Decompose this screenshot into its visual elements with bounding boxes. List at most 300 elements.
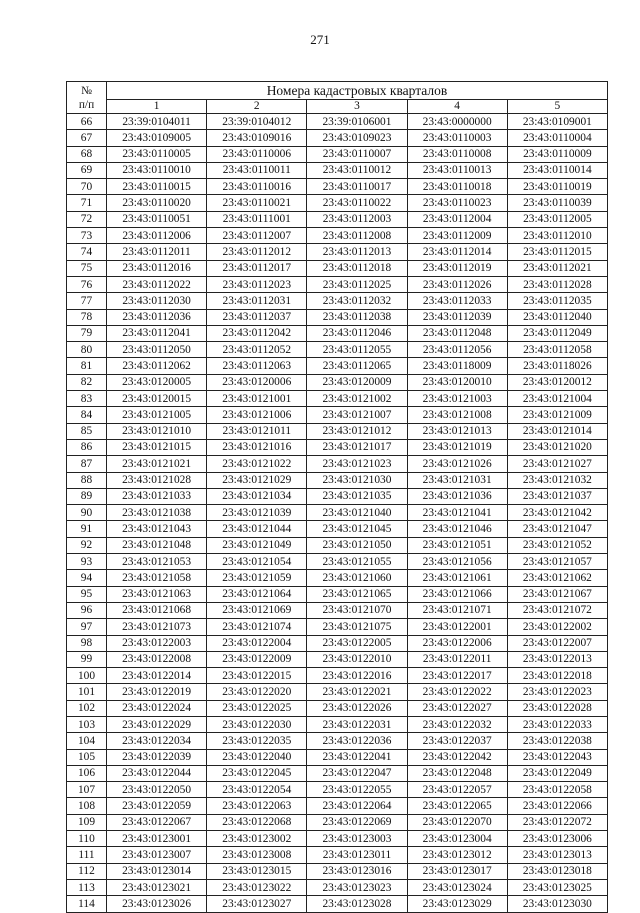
row-number-cell: 71 bbox=[67, 195, 107, 211]
cadastral-number-cell: 23:43:0110010 bbox=[107, 162, 207, 178]
cadastral-number-cell: 23:43:0122009 bbox=[207, 651, 307, 667]
cadastral-number-cell: 23:43:0121056 bbox=[407, 554, 507, 570]
table-row bbox=[67, 733, 608, 749]
cadastral-number-cell: 23:43:0122030 bbox=[207, 716, 307, 732]
row-number-cell: 80 bbox=[67, 342, 107, 358]
cadastral-number-cell: 23:43:0123011 bbox=[307, 847, 407, 863]
cadastral-number-cell: 23:43:0112022 bbox=[107, 276, 207, 292]
cadastral-number-cell: 23:43:0123021 bbox=[107, 879, 207, 895]
cadastral-number-cell: 23:43:0122064 bbox=[307, 798, 407, 814]
cadastral-number-cell: 23:43:0120005 bbox=[107, 374, 207, 390]
cadastral-number-cell: 23:43:0110012 bbox=[307, 162, 407, 178]
table-row bbox=[67, 505, 608, 521]
cadastral-number-cell: 23:43:0123006 bbox=[507, 831, 607, 847]
cadastral-number-cell: 23:43:0110019 bbox=[507, 179, 607, 195]
cadastral-number-cell: 23:43:0109023 bbox=[307, 130, 407, 146]
cadastral-number-cell: 23:43:0110003 bbox=[407, 130, 507, 146]
table-row bbox=[67, 586, 608, 602]
cadastral-number-cell: 23:43:0112031 bbox=[207, 293, 307, 309]
cadastral-number-cell: 23:43:0112036 bbox=[107, 309, 207, 325]
cadastral-number-cell: 23:43:0121033 bbox=[107, 488, 207, 504]
row-number-cell: 105 bbox=[67, 749, 107, 765]
cadastral-number-cell: 23:43:0110006 bbox=[207, 146, 307, 162]
cadastral-number-cell: 23:43:0118026 bbox=[507, 358, 607, 374]
column-number-row bbox=[67, 100, 608, 114]
cadastral-number-cell: 23:43:0123024 bbox=[407, 879, 507, 895]
cadastral-number-cell: 23:43:0112039 bbox=[407, 309, 507, 325]
cadastral-number-cell: 23:43:0122005 bbox=[307, 635, 407, 651]
row-number-cell: 90 bbox=[67, 505, 107, 521]
cadastral-number-cell: 23:43:0121048 bbox=[107, 537, 207, 553]
cadastral-number-cell: 23:43:0122054 bbox=[207, 782, 307, 798]
table-row bbox=[67, 684, 608, 700]
cadastral-number-cell: 23:43:0112037 bbox=[207, 309, 307, 325]
table-row bbox=[67, 537, 608, 553]
cadastral-number-cell: 23:43:0121068 bbox=[107, 602, 207, 618]
cadastral-number-cell: 23:43:0121008 bbox=[407, 407, 507, 423]
row-number-cell: 86 bbox=[67, 439, 107, 455]
cadastral-number-cell: 23:43:0121060 bbox=[307, 570, 407, 586]
row-number-cell: 74 bbox=[67, 244, 107, 260]
row-number-cell: 72 bbox=[67, 211, 107, 227]
cadastral-number-cell: 23:43:0122055 bbox=[307, 782, 407, 798]
cadastral-number-cell: 23:43:0110023 bbox=[407, 195, 507, 211]
cadastral-number-cell: 23:43:0122003 bbox=[107, 635, 207, 651]
page-number: 271 bbox=[310, 32, 330, 47]
cadastral-number-cell: 23:43:0112058 bbox=[507, 342, 607, 358]
cadastral-number-cell: 23:43:0121014 bbox=[507, 423, 607, 439]
table-row bbox=[67, 211, 608, 227]
cadastral-number-cell: 23:43:0112004 bbox=[407, 211, 507, 227]
cadastral-number-cell: 23:43:0123028 bbox=[307, 896, 407, 912]
cadastral-number-cell: 23:43:0110016 bbox=[207, 179, 307, 195]
table-row bbox=[67, 309, 608, 325]
cadastral-number-cell: 23:43:0121019 bbox=[407, 439, 507, 455]
table-row bbox=[67, 391, 608, 407]
cadastral-number-cell: 23:43:0122013 bbox=[507, 651, 607, 667]
cadastral-number-cell: 23:43:0123016 bbox=[307, 863, 407, 879]
row-number-cell: 102 bbox=[67, 700, 107, 716]
row-number-cell: 88 bbox=[67, 472, 107, 488]
row-number-cell: 69 bbox=[67, 162, 107, 178]
cadastral-number-cell: 23:43:0123002 bbox=[207, 831, 307, 847]
cadastral-number-cell: 23:43:0122038 bbox=[507, 733, 607, 749]
cadastral-number-cell: 23:43:0112048 bbox=[407, 325, 507, 341]
cadastral-number-cell: 23:43:0110009 bbox=[507, 146, 607, 162]
table-row bbox=[67, 374, 608, 390]
cadastral-number-cell: 23:43:0121038 bbox=[107, 505, 207, 521]
column-number-header: 2 bbox=[207, 100, 307, 114]
row-number-cell: 87 bbox=[67, 456, 107, 472]
cadastral-number-cell: 23:43:0122069 bbox=[307, 814, 407, 830]
cadastral-number-cell: 23:43:0121029 bbox=[207, 472, 307, 488]
cadastral-number-cell: 23:43:0110014 bbox=[507, 162, 607, 178]
cadastral-number-cell: 23:43:0109016 bbox=[207, 130, 307, 146]
column-number-header: 4 bbox=[407, 100, 507, 114]
cadastral-number-cell: 23:43:0121062 bbox=[507, 570, 607, 586]
row-number-cell: 68 bbox=[67, 146, 107, 162]
cadastral-number-cell: 23:43:0122006 bbox=[407, 635, 507, 651]
cadastral-number-cell: 23:43:0112028 bbox=[507, 276, 607, 292]
row-number-cell: 92 bbox=[67, 537, 107, 553]
cadastral-number-cell: 23:43:0123001 bbox=[107, 831, 207, 847]
cadastral-number-cell: 23:43:0121057 bbox=[507, 554, 607, 570]
row-number-cell: 82 bbox=[67, 374, 107, 390]
cadastral-number-cell: 23:43:0112042 bbox=[207, 325, 307, 341]
cadastral-number-cell: 23:43:0122063 bbox=[207, 798, 307, 814]
cadastral-number-cell: 23:43:0112038 bbox=[307, 309, 407, 325]
table-header bbox=[67, 82, 608, 114]
table-row bbox=[67, 521, 608, 537]
cadastral-number-cell: 23:43:0122023 bbox=[507, 684, 607, 700]
cadastral-number-cell: 23:43:0112046 bbox=[307, 325, 407, 341]
row-number-cell: 97 bbox=[67, 619, 107, 635]
row-number-cell: 94 bbox=[67, 570, 107, 586]
cadastral-number-cell: 23:43:0121064 bbox=[207, 586, 307, 602]
cadastral-number-cell: 23:43:0121065 bbox=[307, 586, 407, 602]
table-row bbox=[67, 358, 608, 374]
cadastral-quarters-table bbox=[66, 81, 608, 913]
cadastral-number-cell: 23:43:0110013 bbox=[407, 162, 507, 178]
cadastral-number-cell: 23:43:0121013 bbox=[407, 423, 507, 439]
table-row bbox=[67, 554, 608, 570]
cadastral-number-cell: 23:43:0112026 bbox=[407, 276, 507, 292]
row-number-cell: 111 bbox=[67, 847, 107, 863]
cadastral-number-cell: 23:43:0121069 bbox=[207, 602, 307, 618]
cadastral-number-cell: 23:43:0122034 bbox=[107, 733, 207, 749]
row-number-cell: 107 bbox=[67, 782, 107, 798]
cadastral-number-cell: 23:43:0112056 bbox=[407, 342, 507, 358]
cadastral-number-cell: 23:43:0121032 bbox=[507, 472, 607, 488]
cadastral-number-cell: 23:43:0122048 bbox=[407, 765, 507, 781]
cadastral-number-cell: 23:43:0121016 bbox=[207, 439, 307, 455]
cadastral-number-cell: 23:43:0121037 bbox=[507, 488, 607, 504]
table-row bbox=[67, 130, 608, 146]
cadastral-number-cell: 23:43:0112003 bbox=[307, 211, 407, 227]
cadastral-number-cell: 23:39:0104012 bbox=[207, 114, 307, 130]
cadastral-number-cell: 23:43:0122026 bbox=[307, 700, 407, 716]
cadastral-number-cell: 23:43:0121031 bbox=[407, 472, 507, 488]
cadastral-number-cell: 23:43:0121012 bbox=[307, 423, 407, 439]
cadastral-number-cell: 23:43:0112023 bbox=[207, 276, 307, 292]
cadastral-number-cell: 23:43:0112050 bbox=[107, 342, 207, 358]
row-number-cell: 93 bbox=[67, 554, 107, 570]
cadastral-number-cell: 23:43:0121041 bbox=[407, 505, 507, 521]
cadastral-number-cell: 23:43:0123023 bbox=[307, 879, 407, 895]
cadastral-number-cell: 23:43:0120009 bbox=[307, 374, 407, 390]
cadastral-number-cell: 23:43:0110022 bbox=[307, 195, 407, 211]
cadastral-number-cell: 23:43:0122011 bbox=[407, 651, 507, 667]
cadastral-number-cell: 23:43:0122014 bbox=[107, 668, 207, 684]
cadastral-number-cell: 23:43:0121022 bbox=[207, 456, 307, 472]
cadastral-number-cell: 23:43:0123029 bbox=[407, 896, 507, 912]
cadastral-number-cell: 23:43:0122018 bbox=[507, 668, 607, 684]
cadastral-number-cell: 23:43:0122042 bbox=[407, 749, 507, 765]
cadastral-number-cell: 23:43:0121051 bbox=[407, 537, 507, 553]
cadastral-number-cell: 23:43:0112065 bbox=[307, 358, 407, 374]
cadastral-number-cell: 23:43:0112055 bbox=[307, 342, 407, 358]
cadastral-number-cell: 23:43:0122057 bbox=[407, 782, 507, 798]
cadastral-number-cell: 23:43:0122067 bbox=[107, 814, 207, 830]
cadastral-number-cell: 23:43:0122002 bbox=[507, 619, 607, 635]
row-number-cell: 106 bbox=[67, 765, 107, 781]
cadastral-number-cell: 23:43:0121073 bbox=[107, 619, 207, 635]
cadastral-number-cell: 23:43:0121044 bbox=[207, 521, 307, 537]
row-number-cell: 98 bbox=[67, 635, 107, 651]
cadastral-number-cell: 23:43:0121020 bbox=[507, 439, 607, 455]
row-number-cell: 81 bbox=[67, 358, 107, 374]
cadastral-number-cell: 23:43:0122001 bbox=[407, 619, 507, 635]
row-number-cell: 85 bbox=[67, 423, 107, 439]
table-row bbox=[67, 162, 608, 178]
cadastral-number-cell: 23:43:0122047 bbox=[307, 765, 407, 781]
row-number-cell: 84 bbox=[67, 407, 107, 423]
cadastral-number-cell: 23:43:0121011 bbox=[207, 423, 307, 439]
cadastral-number-cell: 23:43:0121027 bbox=[507, 456, 607, 472]
cadastral-number-cell: 23:43:0123013 bbox=[507, 847, 607, 863]
cadastral-number-cell: 23:43:0112030 bbox=[107, 293, 207, 309]
cadastral-number-cell: 23:43:0110017 bbox=[307, 179, 407, 195]
cadastral-number-cell: 23:43:0121050 bbox=[307, 537, 407, 553]
cadastral-number-cell: 23:43:0120010 bbox=[407, 374, 507, 390]
table-row bbox=[67, 342, 608, 358]
cadastral-number-cell: 23:43:0121052 bbox=[507, 537, 607, 553]
cadastral-number-cell: 23:43:0122043 bbox=[507, 749, 607, 765]
cadastral-number-cell: 23:43:0112008 bbox=[307, 228, 407, 244]
cadastral-number-cell: 23:43:0122037 bbox=[407, 733, 507, 749]
cadastral-number-cell: 23:43:0122049 bbox=[507, 765, 607, 781]
cadastral-number-cell: 23:43:0112017 bbox=[207, 260, 307, 276]
table-row bbox=[67, 716, 608, 732]
row-number-cell: 89 bbox=[67, 488, 107, 504]
cadastral-number-cell: 23:43:0120015 bbox=[107, 391, 207, 407]
row-number-cell: 79 bbox=[67, 325, 107, 341]
table-row bbox=[67, 863, 608, 879]
cadastral-number-cell: 23:43:0121043 bbox=[107, 521, 207, 537]
table-row bbox=[67, 488, 608, 504]
row-number-cell: 113 bbox=[67, 879, 107, 895]
cadastral-number-cell: 23:43:0110011 bbox=[207, 162, 307, 178]
row-number-cell: 75 bbox=[67, 260, 107, 276]
cadastral-number-cell: 23:43:0112035 bbox=[507, 293, 607, 309]
cadastral-number-cell: 23:43:0121059 bbox=[207, 570, 307, 586]
cadastral-number-cell: 23:43:0122033 bbox=[507, 716, 607, 732]
cadastral-number-cell: 23:43:0123008 bbox=[207, 847, 307, 863]
cadastral-number-cell: 23:43:0109005 bbox=[107, 130, 207, 146]
cadastral-number-cell: 23:43:0112016 bbox=[107, 260, 207, 276]
cadastral-number-cell: 23:43:0000000 bbox=[407, 114, 507, 130]
cadastral-number-cell: 23:43:0121006 bbox=[207, 407, 307, 423]
cadastral-number-cell: 23:43:0112011 bbox=[107, 244, 207, 260]
table-row bbox=[67, 602, 608, 618]
table-row bbox=[67, 570, 608, 586]
cadastral-number-cell: 23:43:0120012 bbox=[507, 374, 607, 390]
cadastral-number-cell: 23:43:0123025 bbox=[507, 879, 607, 895]
row-number-cell: 66 bbox=[67, 114, 107, 130]
cadastral-number-cell: 23:43:0123027 bbox=[207, 896, 307, 912]
table-row bbox=[67, 293, 608, 309]
cadastral-number-cell: 23:43:0109001 bbox=[507, 114, 607, 130]
cadastral-number-cell: 23:43:0121042 bbox=[507, 505, 607, 521]
row-number-cell: 67 bbox=[67, 130, 107, 146]
cadastral-number-cell: 23:43:0112007 bbox=[207, 228, 307, 244]
cadastral-number-cell: 23:43:0121005 bbox=[107, 407, 207, 423]
cadastral-number-cell: 23:43:0123030 bbox=[507, 896, 607, 912]
table-row bbox=[67, 456, 608, 472]
cadastral-number-cell: 23:43:0112062 bbox=[107, 358, 207, 374]
cadastral-number-cell: 23:43:0112015 bbox=[507, 244, 607, 260]
table-row bbox=[67, 146, 608, 162]
table-row bbox=[67, 179, 608, 195]
row-number-cell: 109 bbox=[67, 814, 107, 830]
table-row bbox=[67, 749, 608, 765]
cadastral-number-cell: 23:43:0122028 bbox=[507, 700, 607, 716]
cadastral-number-cell: 23:43:0110020 bbox=[107, 195, 207, 211]
cadastral-number-cell: 23:43:0121047 bbox=[507, 521, 607, 537]
cadastral-number-cell: 23:43:0121061 bbox=[407, 570, 507, 586]
cadastral-number-cell: 23:43:0110039 bbox=[507, 195, 607, 211]
cadastral-number-cell: 23:43:0112025 bbox=[307, 276, 407, 292]
cadastral-number-cell: 23:43:0112018 bbox=[307, 260, 407, 276]
cadastral-number-cell: 23:43:0110007 bbox=[307, 146, 407, 162]
cadastral-number-cell: 23:43:0110008 bbox=[407, 146, 507, 162]
cadastral-number-cell: 23:43:0121055 bbox=[307, 554, 407, 570]
cadastral-number-cell: 23:43:0121009 bbox=[507, 407, 607, 423]
row-number-cell: 83 bbox=[67, 391, 107, 407]
table-row bbox=[67, 879, 608, 895]
row-number-cell: 96 bbox=[67, 602, 107, 618]
cadastral-number-cell: 23:43:0122041 bbox=[307, 749, 407, 765]
column-number-header: 1 bbox=[107, 100, 207, 114]
cadastral-number-cell: 23:43:0121074 bbox=[207, 619, 307, 635]
cadastral-number-cell: 23:43:0122022 bbox=[407, 684, 507, 700]
cadastral-number-cell: 23:43:0122040 bbox=[207, 749, 307, 765]
cadastral-number-cell: 23:43:0121036 bbox=[407, 488, 507, 504]
table-row bbox=[67, 423, 608, 439]
cadastral-number-cell: 23:43:0110005 bbox=[107, 146, 207, 162]
cadastral-number-cell: 23:43:0122068 bbox=[207, 814, 307, 830]
table-row bbox=[67, 831, 608, 847]
cadastral-number-cell: 23:43:0122007 bbox=[507, 635, 607, 651]
cadastral-number-cell: 23:43:0123022 bbox=[207, 879, 307, 895]
row-number-cell: 104 bbox=[67, 733, 107, 749]
table-row bbox=[67, 700, 608, 716]
cadastral-number-cell: 23:43:0122058 bbox=[507, 782, 607, 798]
cadastral-number-cell: 23:43:0123012 bbox=[407, 847, 507, 863]
table-row bbox=[67, 782, 608, 798]
row-number-header-symbol: № bbox=[81, 84, 92, 97]
cadastral-number-cell: 23:43:0121053 bbox=[107, 554, 207, 570]
table-row bbox=[67, 651, 608, 667]
cadastral-number-cell: 23:43:0121040 bbox=[307, 505, 407, 521]
cadastral-number-cell: 23:43:0121023 bbox=[307, 456, 407, 472]
cadastral-number-cell: 23:43:0123007 bbox=[107, 847, 207, 863]
cadastral-number-cell: 23:43:0121072 bbox=[507, 602, 607, 618]
cadastral-number-cell: 23:43:0122035 bbox=[207, 733, 307, 749]
cadastral-number-cell: 23:43:0123004 bbox=[407, 831, 507, 847]
table-body bbox=[67, 114, 608, 913]
cadastral-number-cell: 23:43:0121017 bbox=[307, 439, 407, 455]
cadastral-number-cell: 23:43:0122008 bbox=[107, 651, 207, 667]
cadastral-number-cell: 23:43:0121003 bbox=[407, 391, 507, 407]
table-title: Номера кадастровых кварталов bbox=[107, 82, 608, 100]
table-row bbox=[67, 439, 608, 455]
cadastral-number-cell: 23:43:0122027 bbox=[407, 700, 507, 716]
cadastral-number-cell: 23:43:0122039 bbox=[107, 749, 207, 765]
cadastral-number-cell: 23:43:0122024 bbox=[107, 700, 207, 716]
table-row bbox=[67, 847, 608, 863]
table-row bbox=[67, 619, 608, 635]
table-row bbox=[67, 195, 608, 211]
cadastral-number-cell: 23:43:0121049 bbox=[207, 537, 307, 553]
cadastral-number-cell: 23:43:0112019 bbox=[407, 260, 507, 276]
cadastral-number-cell: 23:43:0110015 bbox=[107, 179, 207, 195]
cadastral-number-cell: 23:43:0122004 bbox=[207, 635, 307, 651]
table-row bbox=[67, 407, 608, 423]
table-header-row bbox=[67, 82, 608, 100]
cadastral-number-cell: 23:43:0122044 bbox=[107, 765, 207, 781]
table-row bbox=[67, 260, 608, 276]
row-number-cell: 112 bbox=[67, 863, 107, 879]
table-row bbox=[67, 798, 608, 814]
cadastral-number-cell: 23:43:0112012 bbox=[207, 244, 307, 260]
cadastral-number-cell: 23:43:0123003 bbox=[307, 831, 407, 847]
cadastral-number-cell: 23:43:0123017 bbox=[407, 863, 507, 879]
cadastral-number-cell: 23:43:0112041 bbox=[107, 325, 207, 341]
cadastral-number-cell: 23:43:0121034 bbox=[207, 488, 307, 504]
cadastral-number-cell: 23:43:0122066 bbox=[507, 798, 607, 814]
cadastral-number-cell: 23:43:0121063 bbox=[107, 586, 207, 602]
cadastral-number-cell: 23:43:0112049 bbox=[507, 325, 607, 341]
cadastral-number-cell: 23:43:0122016 bbox=[307, 668, 407, 684]
cadastral-number-cell: 23:43:0112032 bbox=[307, 293, 407, 309]
cadastral-number-cell: 23:43:0112063 bbox=[207, 358, 307, 374]
cadastral-number-cell: 23:43:0110018 bbox=[407, 179, 507, 195]
cadastral-number-cell: 23:43:0121028 bbox=[107, 472, 207, 488]
table-row bbox=[67, 635, 608, 651]
cadastral-number-cell: 23:43:0121030 bbox=[307, 472, 407, 488]
row-number-cell: 73 bbox=[67, 228, 107, 244]
cadastral-number-cell: 23:43:0122072 bbox=[507, 814, 607, 830]
cadastral-number-cell: 23:43:0112021 bbox=[507, 260, 607, 276]
cadastral-number-cell: 23:43:0123018 bbox=[507, 863, 607, 879]
cadastral-number-cell: 23:43:0112006 bbox=[107, 228, 207, 244]
cadastral-number-cell: 23:43:0121002 bbox=[307, 391, 407, 407]
table-row bbox=[67, 896, 608, 912]
table-row bbox=[67, 668, 608, 684]
cadastral-number-cell: 23:43:0122017 bbox=[407, 668, 507, 684]
cadastral-number-cell: 23:43:0122020 bbox=[207, 684, 307, 700]
cadastral-number-cell: 23:43:0121045 bbox=[307, 521, 407, 537]
cadastral-number-cell: 23:43:0112052 bbox=[207, 342, 307, 358]
table-row bbox=[67, 114, 608, 130]
cadastral-number-cell: 23:43:0120006 bbox=[207, 374, 307, 390]
row-number-cell: 103 bbox=[67, 716, 107, 732]
cadastral-number-cell: 23:43:0122021 bbox=[307, 684, 407, 700]
cadastral-number-cell: 23:43:0111001 bbox=[207, 211, 307, 227]
cadastral-number-cell: 23:43:0121070 bbox=[307, 602, 407, 618]
column-number-header: 5 bbox=[507, 100, 607, 114]
cadastral-number-cell: 23:43:0122010 bbox=[307, 651, 407, 667]
cadastral-number-cell: 23:43:0122015 bbox=[207, 668, 307, 684]
row-number-cell: 108 bbox=[67, 798, 107, 814]
column-number-header: 3 bbox=[307, 100, 407, 114]
cadastral-number-cell: 23:43:0121046 bbox=[407, 521, 507, 537]
cadastral-number-cell: 23:43:0121015 bbox=[107, 439, 207, 455]
table-row bbox=[67, 244, 608, 260]
table-row bbox=[67, 765, 608, 781]
row-number-cell: 101 bbox=[67, 684, 107, 700]
